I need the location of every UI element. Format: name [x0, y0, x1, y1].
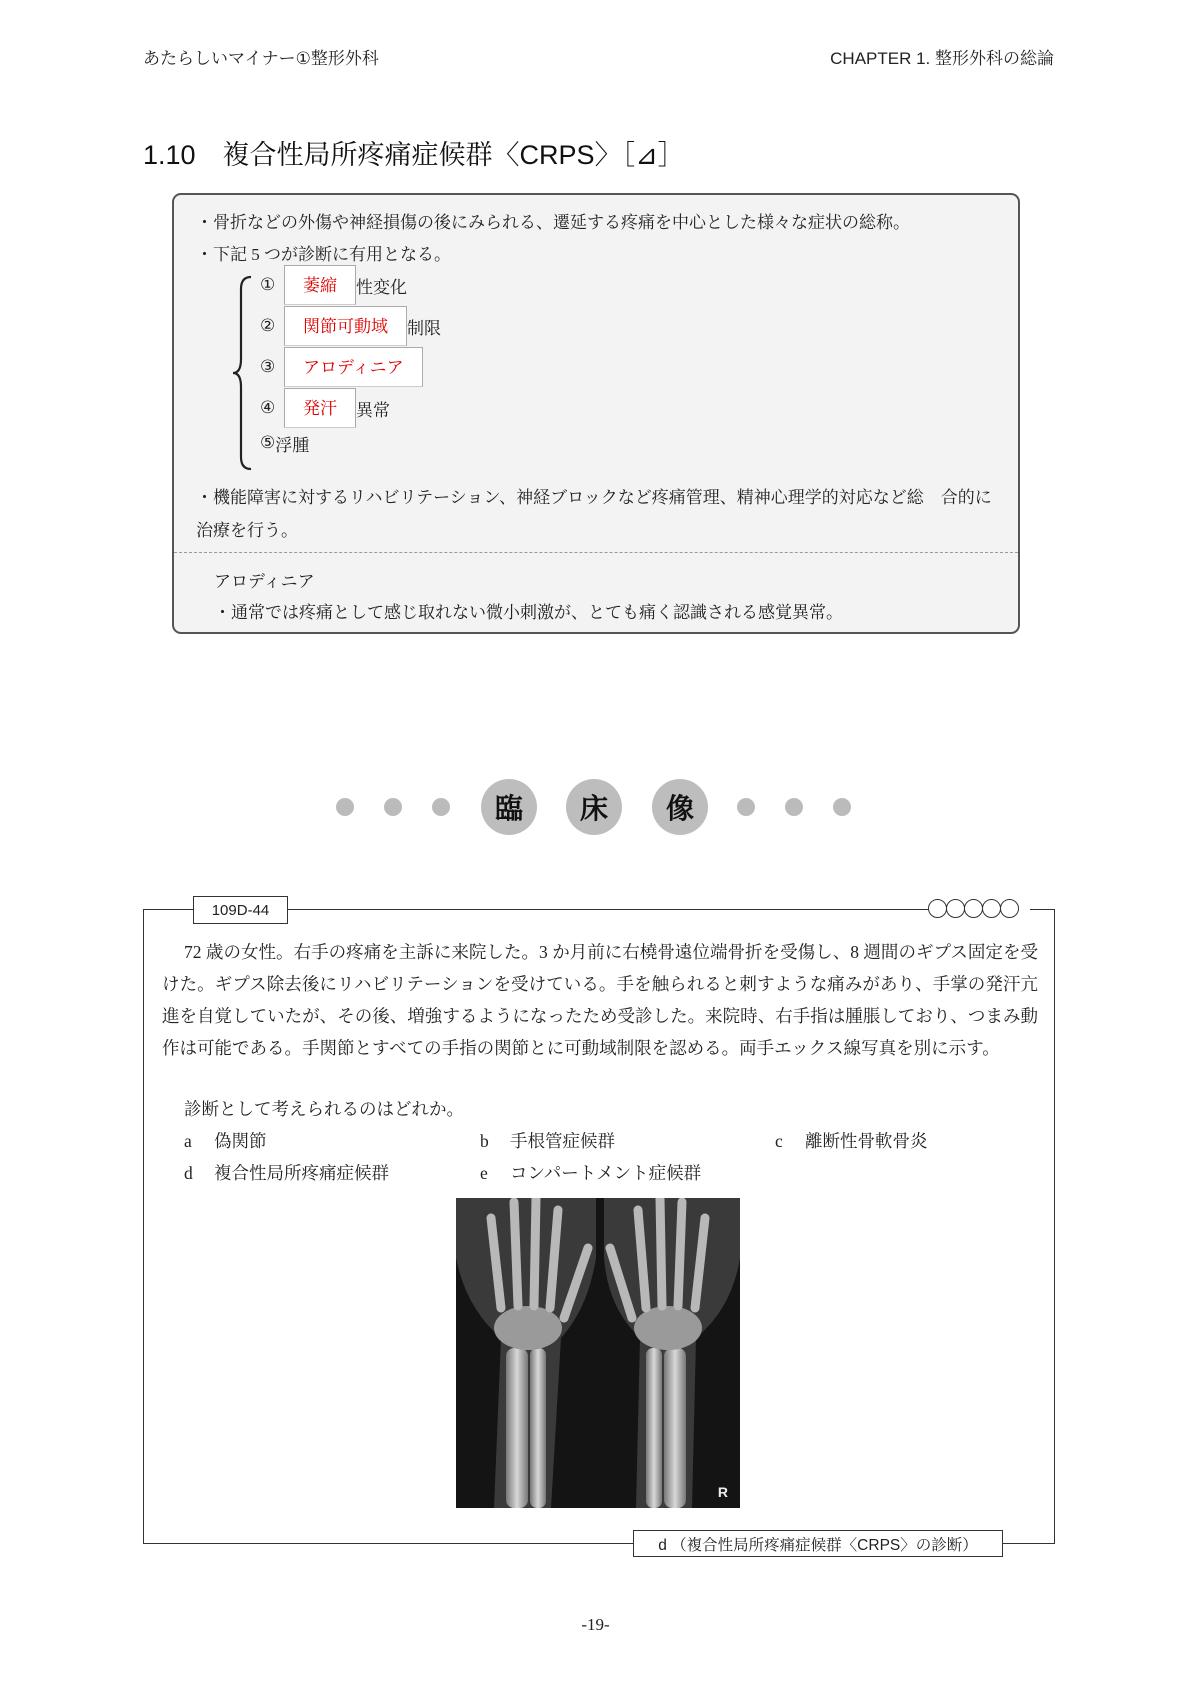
answer-blank: 発汗 — [284, 388, 356, 428]
summary-bullet-diagnosis: ・下記 5 つが診断に有用となる。 — [196, 245, 451, 264]
choice-b: b 手根管症候群 — [480, 1131, 615, 1151]
summary-bullet-definition: ・骨折などの外傷や神経損傷の後にみられる、遷延する疼痛を中心とした様々な症状の総称。 — [196, 213, 910, 232]
question-prompt: 診断として考えられるのはどれか。 — [184, 1099, 464, 1119]
difficulty-circle-icon — [964, 899, 983, 918]
clinical-heading-char: 床 — [566, 779, 622, 835]
answer-label: d （複合性局所疼痛症候群〈CRPS〉の診断） — [633, 1530, 1003, 1557]
criteria-item-3: ③ アロディニア — [260, 347, 423, 387]
criteria-item-2: ② 関節可動域 制限 — [260, 306, 441, 346]
decorative-dot-icon — [785, 798, 803, 816]
definition-body: ・通常では疼痛として感じ取れない微小刺激が、とても痛く認識される感覚異常。 — [214, 603, 843, 622]
definition-title: アロディニア — [214, 572, 315, 591]
page-number: -19- — [581, 1615, 610, 1634]
summary-box — [172, 193, 1020, 634]
running-header-book-title: あたらしいマイナー①整形外科 — [143, 49, 379, 68]
decorative-dot-icon — [833, 798, 851, 816]
decorative-dot-icon — [432, 798, 450, 816]
decorative-dot-icon — [737, 798, 755, 816]
answer-blank: 萎縮 — [284, 265, 356, 305]
answer-blank: 関節可動域 — [284, 306, 407, 346]
curly-brace-icon — [229, 275, 255, 471]
answer-blank: アロディニア — [284, 347, 423, 387]
choice-a: a 偽関節 — [184, 1131, 267, 1151]
summary-bullet-treatment: ・機能障害に対するリハビリテーション、神経ブロックなど疼痛管理、精神心理学的対応など総 合的に治療を行う。 — [196, 488, 992, 540]
difficulty-circle-icon — [1000, 899, 1019, 918]
xray-side-marker: R — [717, 1484, 728, 1500]
section-title: 1.10 複合性局所疼痛症候群〈CRPS〉［⊿］ — [143, 140, 685, 170]
difficulty-circle-icon — [946, 899, 965, 918]
criteria-item-5: ⑤ 浮腫 — [260, 433, 310, 455]
clinical-heading-char: 像 — [652, 779, 708, 835]
criteria-item-4: ④ 発汗 異常 — [260, 388, 390, 428]
decorative-dot-icon — [384, 798, 402, 816]
choice-e: e コンパートメント症候群 — [480, 1163, 702, 1183]
question-stem: 72 歳の女性。右手の疼痛を主訴に来院した。3 か月前に右橈骨遠位端骨折を受傷し、8 週間のギプス固定を受けた。ギプス除去後にリハビリテーションを受けている。手を触られると刺すような痛みがあり、手掌の発汗亢進を自覚していたが、その後、増強するようになったため受診した。来院時、右手指は腫脹しており、つまみ動作は可能である。手関節とすべての手指の関節とに可動域制限を認める。両手エックス線写真を別に示す。 — [162, 942, 1038, 1058]
choice-c: c 離断性骨軟骨炎 — [775, 1131, 928, 1151]
criteria-item-1: ① 萎縮 性変化 — [260, 265, 407, 305]
difficulty-circle-icon — [928, 899, 947, 918]
hand-xray-illustration — [456, 1198, 740, 1508]
xray-image — [456, 1198, 740, 1508]
question-id-label: 109D-44 — [193, 896, 288, 924]
running-header-chapter: CHAPTER 1. 整形外科の総論 — [830, 49, 1054, 68]
choice-d: d 複合性局所疼痛症候群 — [184, 1163, 389, 1183]
divider — [174, 552, 1018, 553]
decorative-dot-icon — [336, 798, 354, 816]
difficulty-rating — [928, 899, 1018, 918]
clinical-heading-char: 臨 — [481, 779, 537, 835]
difficulty-circle-icon — [982, 899, 1001, 918]
